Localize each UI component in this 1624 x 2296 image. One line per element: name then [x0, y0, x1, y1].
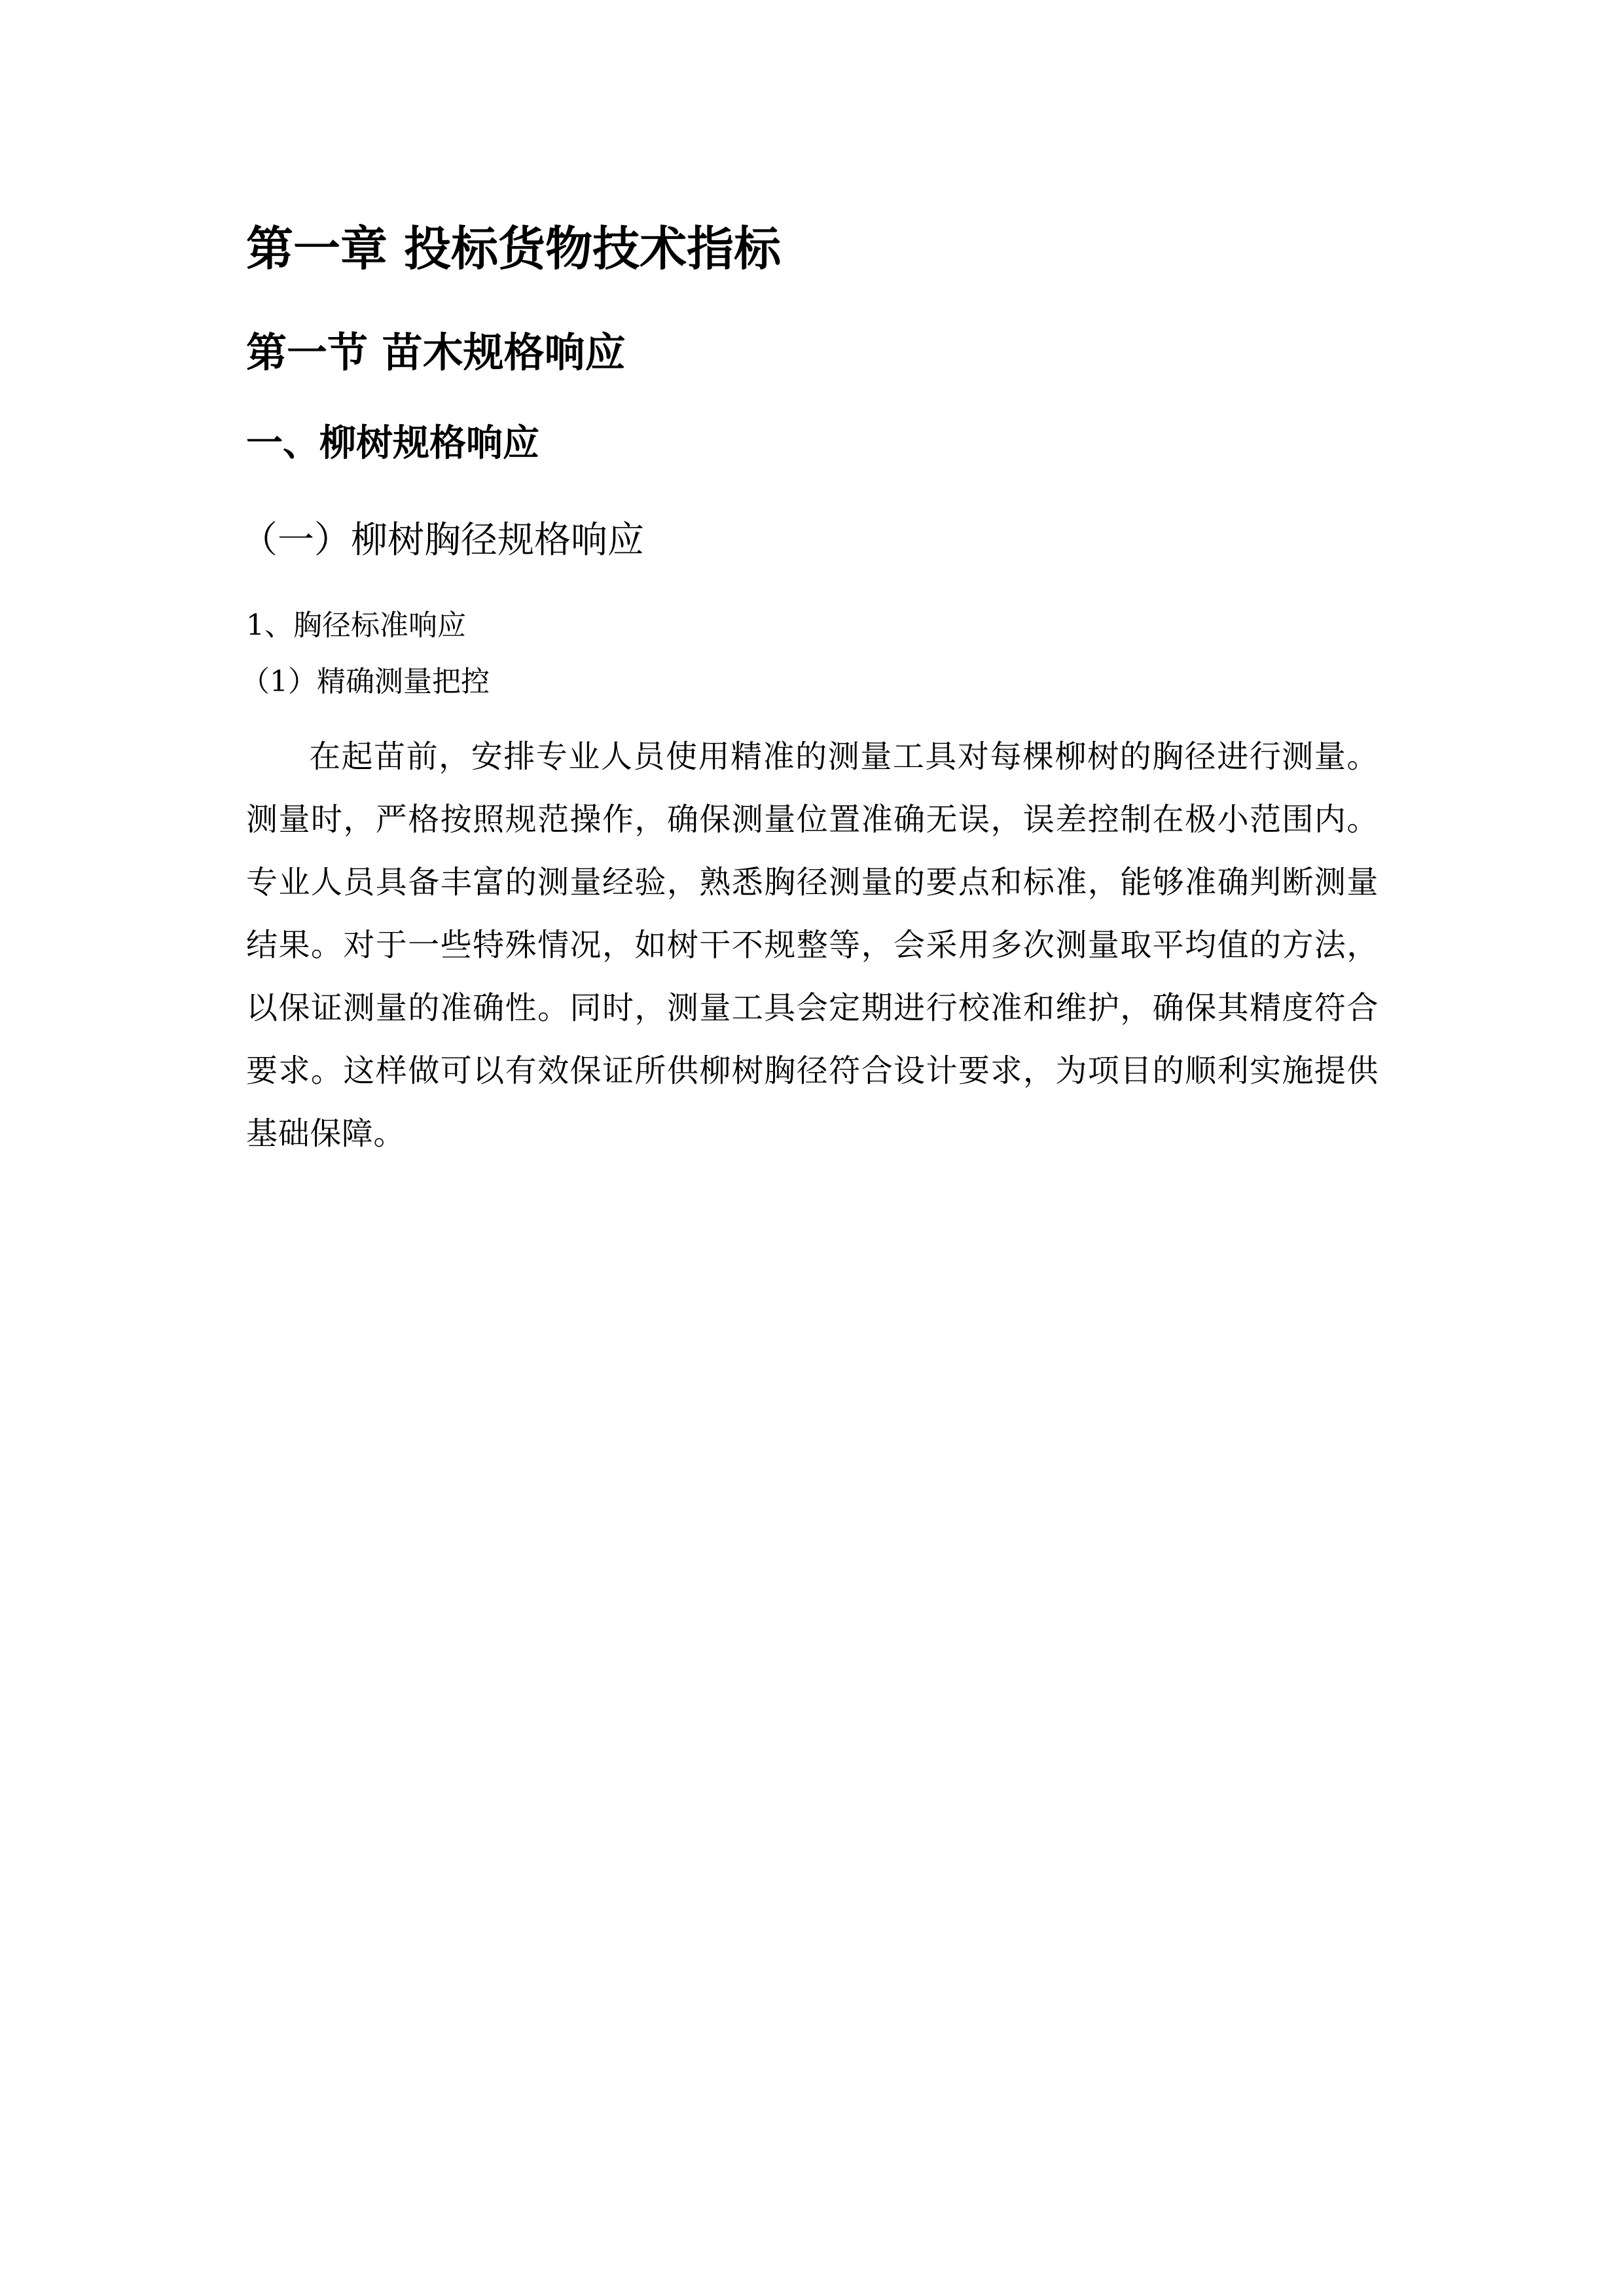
- section-title: 第一节 苗木规格响应: [246, 329, 626, 376]
- subsection-title: 一、柳树规格响应: [246, 422, 539, 465]
- item-title: 1、胸径标准响应: [246, 609, 466, 642]
- sub-subsection-title: （一）柳树胸径规格响应: [241, 519, 644, 562]
- chapter-title: 第一章 投标货物技术指标: [246, 221, 782, 276]
- sub-item-title: （1）精确测量把控: [241, 665, 490, 698]
- body-paragraph: 在起苗前，安排专业人员使用精准的测量工具对每棵柳树的胸径进行测量。测量时，严格按照规范操作，确保测量位置准确无误，误差控制在极小范围内。专业人员具备丰富的测量经验，熟悉胸径测量的要点和标准，能够准确判断测量结果。对于一些特殊情况，如树干不规整等，会采用多次测量取平均值的方法，以保证测量的准确性。同时，测量工具会定期进行校准和维护，确保其精度符合要求。这样做可以有效保证所供柳树胸径符合设计要求，为项目的顺利实施提供基础保障。: [246, 738, 1379, 1152]
- document-body: [241, 216, 1379, 1165]
